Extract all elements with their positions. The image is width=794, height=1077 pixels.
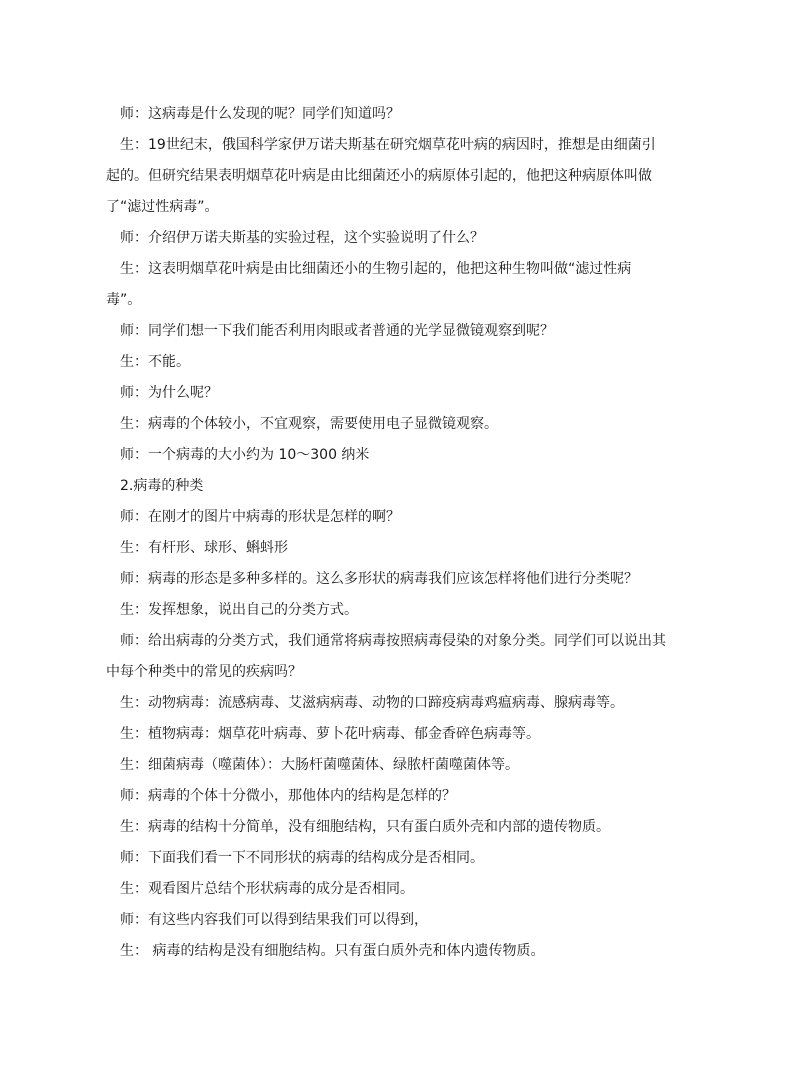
dialogue-line: 师：给出病毒的分类方式，我们通常将病毒按照病毒侵染的对象分类。同学们可以说出其中每个种类中的常见的疾病吗？ bbox=[106, 633, 666, 680]
dialogue-line: 师：病毒的个体十分微小，那他体内的结构是怎样的？ bbox=[120, 788, 456, 804]
dialogue-line: 生： 病毒的结构是没有细胞结构。只有蛋白质外壳和体内遗传物质。 bbox=[120, 943, 545, 959]
dialogue-line: 师：介绍伊万诺夫斯基的实验过程，这个实验说明了什么？ bbox=[120, 230, 484, 246]
dialogue-line: 生：病毒的个体较小，不宜观察，需要使用电子显微镜观察。 bbox=[120, 416, 498, 432]
dialogue-line: 师：在刚才的图片中病毒的形状是怎样的啊？ bbox=[120, 509, 400, 525]
dialogue-line: 生：19世纪末，俄国科学家伊万诺夫斯基在研究烟草花叶病的病因时，推想是由细菌引起的。但研究结果表明烟草花叶病是由比细菌还小的病原体引起的，他把这种病原体叫做了“滤过性病毒”。 bbox=[106, 137, 656, 215]
dialogue-line: 生：观看图片总结个形状病毒的成分是否相同。 bbox=[120, 881, 414, 897]
dialogue-line: 生：细菌病毒（噬菌体）：大肠杆菌噬菌体、绿脓杆菌噬菌体等。 bbox=[120, 757, 519, 773]
dialogue-line: 生：这表明烟草花叶病是由比细菌还小的生物引起的，他把这种生物叫做“滤过性病毒”。 bbox=[106, 261, 632, 308]
dialogue-line: 生：发挥想象，说出自己的分类方式。 bbox=[120, 602, 358, 618]
dialogue-line: 生：有杆形、球形、蝌蚪形 bbox=[120, 540, 288, 556]
dialogue-line: 师：为什么呢？ bbox=[120, 385, 218, 401]
dialogue-line: 师：一个病毒的大小约为 10～300 纳米 bbox=[120, 447, 370, 463]
dialogue-line: 师：下面我们看一下不同形状的病毒的结构成分是否相同。 bbox=[120, 850, 484, 866]
dialogue-line: 师：这病毒是什么发现的呢？同学们知道吗？ bbox=[120, 106, 400, 122]
dialogue-line: 生：动物病毒：流感病毒、艾滋病病毒、动物的口蹄疫病毒鸡瘟病毒、腺病毒等。 bbox=[120, 695, 624, 711]
dialogue-line: 生：不能。 bbox=[120, 354, 190, 370]
dialogue-line: 师：病毒的形态是多种多样的。这么多形状的病毒我们应该怎样将他们进行分类呢？ bbox=[120, 571, 638, 587]
dialogue-line: 师：有这些内容我们可以得到结果我们可以得到， bbox=[120, 912, 428, 928]
document-body bbox=[106, 99, 666, 967]
dialogue-line: 生：植物病毒：烟草花叶病毒、萝卜花叶病毒、郁金香碎色病毒等。 bbox=[120, 726, 540, 742]
section-heading: 2.病毒的种类 bbox=[120, 478, 204, 494]
dialogue-line: 师：同学们想一下我们能否利用肉眼或者普通的光学显微镜观察到呢？ bbox=[120, 323, 554, 339]
dialogue-line: 生：病毒的结构十分简单，没有细胞结构，只有蛋白质外壳和内部的遗传物质。 bbox=[120, 819, 610, 835]
